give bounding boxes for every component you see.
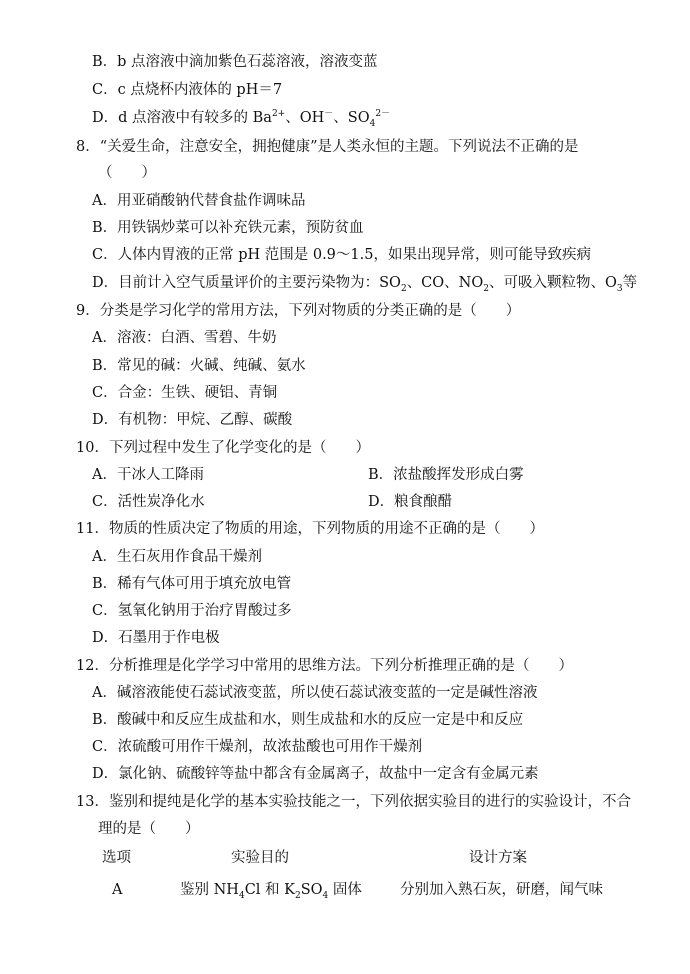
q10-option-b: B．浓盐酸挥发形成白雾 [368,467,524,483]
q10-stem: 10．下列过程中发生了化学变化的是（ ） [76,440,370,456]
table-row-a-plan: 分别加入熟石灰，研磨，闻气味 [400,882,603,898]
q7-option-b: B．b 点溶液中滴加紫色石蕊溶液，溶液变蓝 [92,54,378,70]
q9-option-a: A．溶液：白酒、雪碧、牛奶 [92,330,277,346]
q9-option-c: C．合金：生铁、硬铝、青铜 [92,385,278,401]
q8-answer-paren: （ ） [98,165,156,181]
q7-option-d: D．d 点溶液中有较多的 $Ba^{2+}$、OH－、$SO_4^{2-}$ [92,109,391,129]
table-header-option: 选项 [102,850,131,866]
q10-option-a: A．干冰人工降雨 [92,467,204,483]
q12-option-b: B．酸碱中和反应生成盐和水，则生成盐和水的反应一定是中和反应 [92,712,524,728]
q11-option-b: B．稀有气体可用于填充放电管 [92,576,292,592]
q12-stem: 12．分析推理是化学学习中常用的思维方法。下列分析推理正确的是（ ） [76,658,573,674]
q9-stem: 9．分类是学习化学的常用方法，下列对物质的分类正确的是（ ） [76,303,521,319]
table-header-plan: 设计方案 [469,850,527,866]
q11-option-d: D．石墨用于作电极 [92,630,220,646]
q8-option-a: A．用亚硝酸钠代替食盐作调味品 [92,193,306,209]
q11-option-a: A．生石灰用作食品干燥剂 [92,549,262,565]
q12-option-c: C．浓硫酸可用作干燥剂，故浓盐酸也可用作干燥剂 [92,739,423,755]
table-row-a-option: A [112,882,123,898]
q12-option-d: D．氯化钠、硫酸锌等盐中都含有金属离子，故盐中一定含有金属元素 [92,766,539,782]
table-row-a-purpose: 鉴别 $NH_4Cl$ 和 $K_2SO_4$ 固体 [180,882,362,901]
q10-option-d: D．粮食酿醋 [368,494,453,510]
q7-option-c: C．c 点烧杯内液体的 pH＝7 [92,82,283,98]
q12-option-a: A．碱溶液能使石蕊试液变蓝，所以使石蕊试液变蓝的一定是碱性溶液 [92,685,538,701]
q11-option-c: C．氢氧化钠用于治疗胃酸过多 [92,603,292,619]
q9-option-b: B．常见的碱：火碱、纯碱、氨水 [92,358,306,374]
q10-option-c: C．活性炭净化水 [92,494,205,510]
q13-stem: 13．鉴别和提纯是化学的基本实验技能之一，下列依据实验目的进行的实验设计，不合 [76,794,631,810]
table-header-purpose: 实验目的 [231,850,289,866]
q8-stem: 8．“关爱生命，注意安全，拥抱健康”是人类永恒的主题。下列说法不正确的是 [76,139,579,155]
q9-option-d: D．有机物：甲烷、乙醇、碳酸 [92,412,293,428]
q11-stem: 11．物质的性质决定了物质的用途，下列物质的用途不正确的是（ ） [76,521,544,537]
q8-option-d: D．目前计入空气质量评价的主要污染物为：$SO_2$、CO、$NO_2$、可吸入颗粒物、$O_3$等 [92,275,638,294]
q13-stem-cont: 理的是（ ） [98,821,200,837]
q8-option-c: C．人体内胃液的正常 pH 范围是 0.9～1.5，如果出现异常，则可能导致疾病 [92,247,591,263]
q8-option-b: B．用铁锅炒菜可以补充铁元素，预防贫血 [92,220,364,236]
